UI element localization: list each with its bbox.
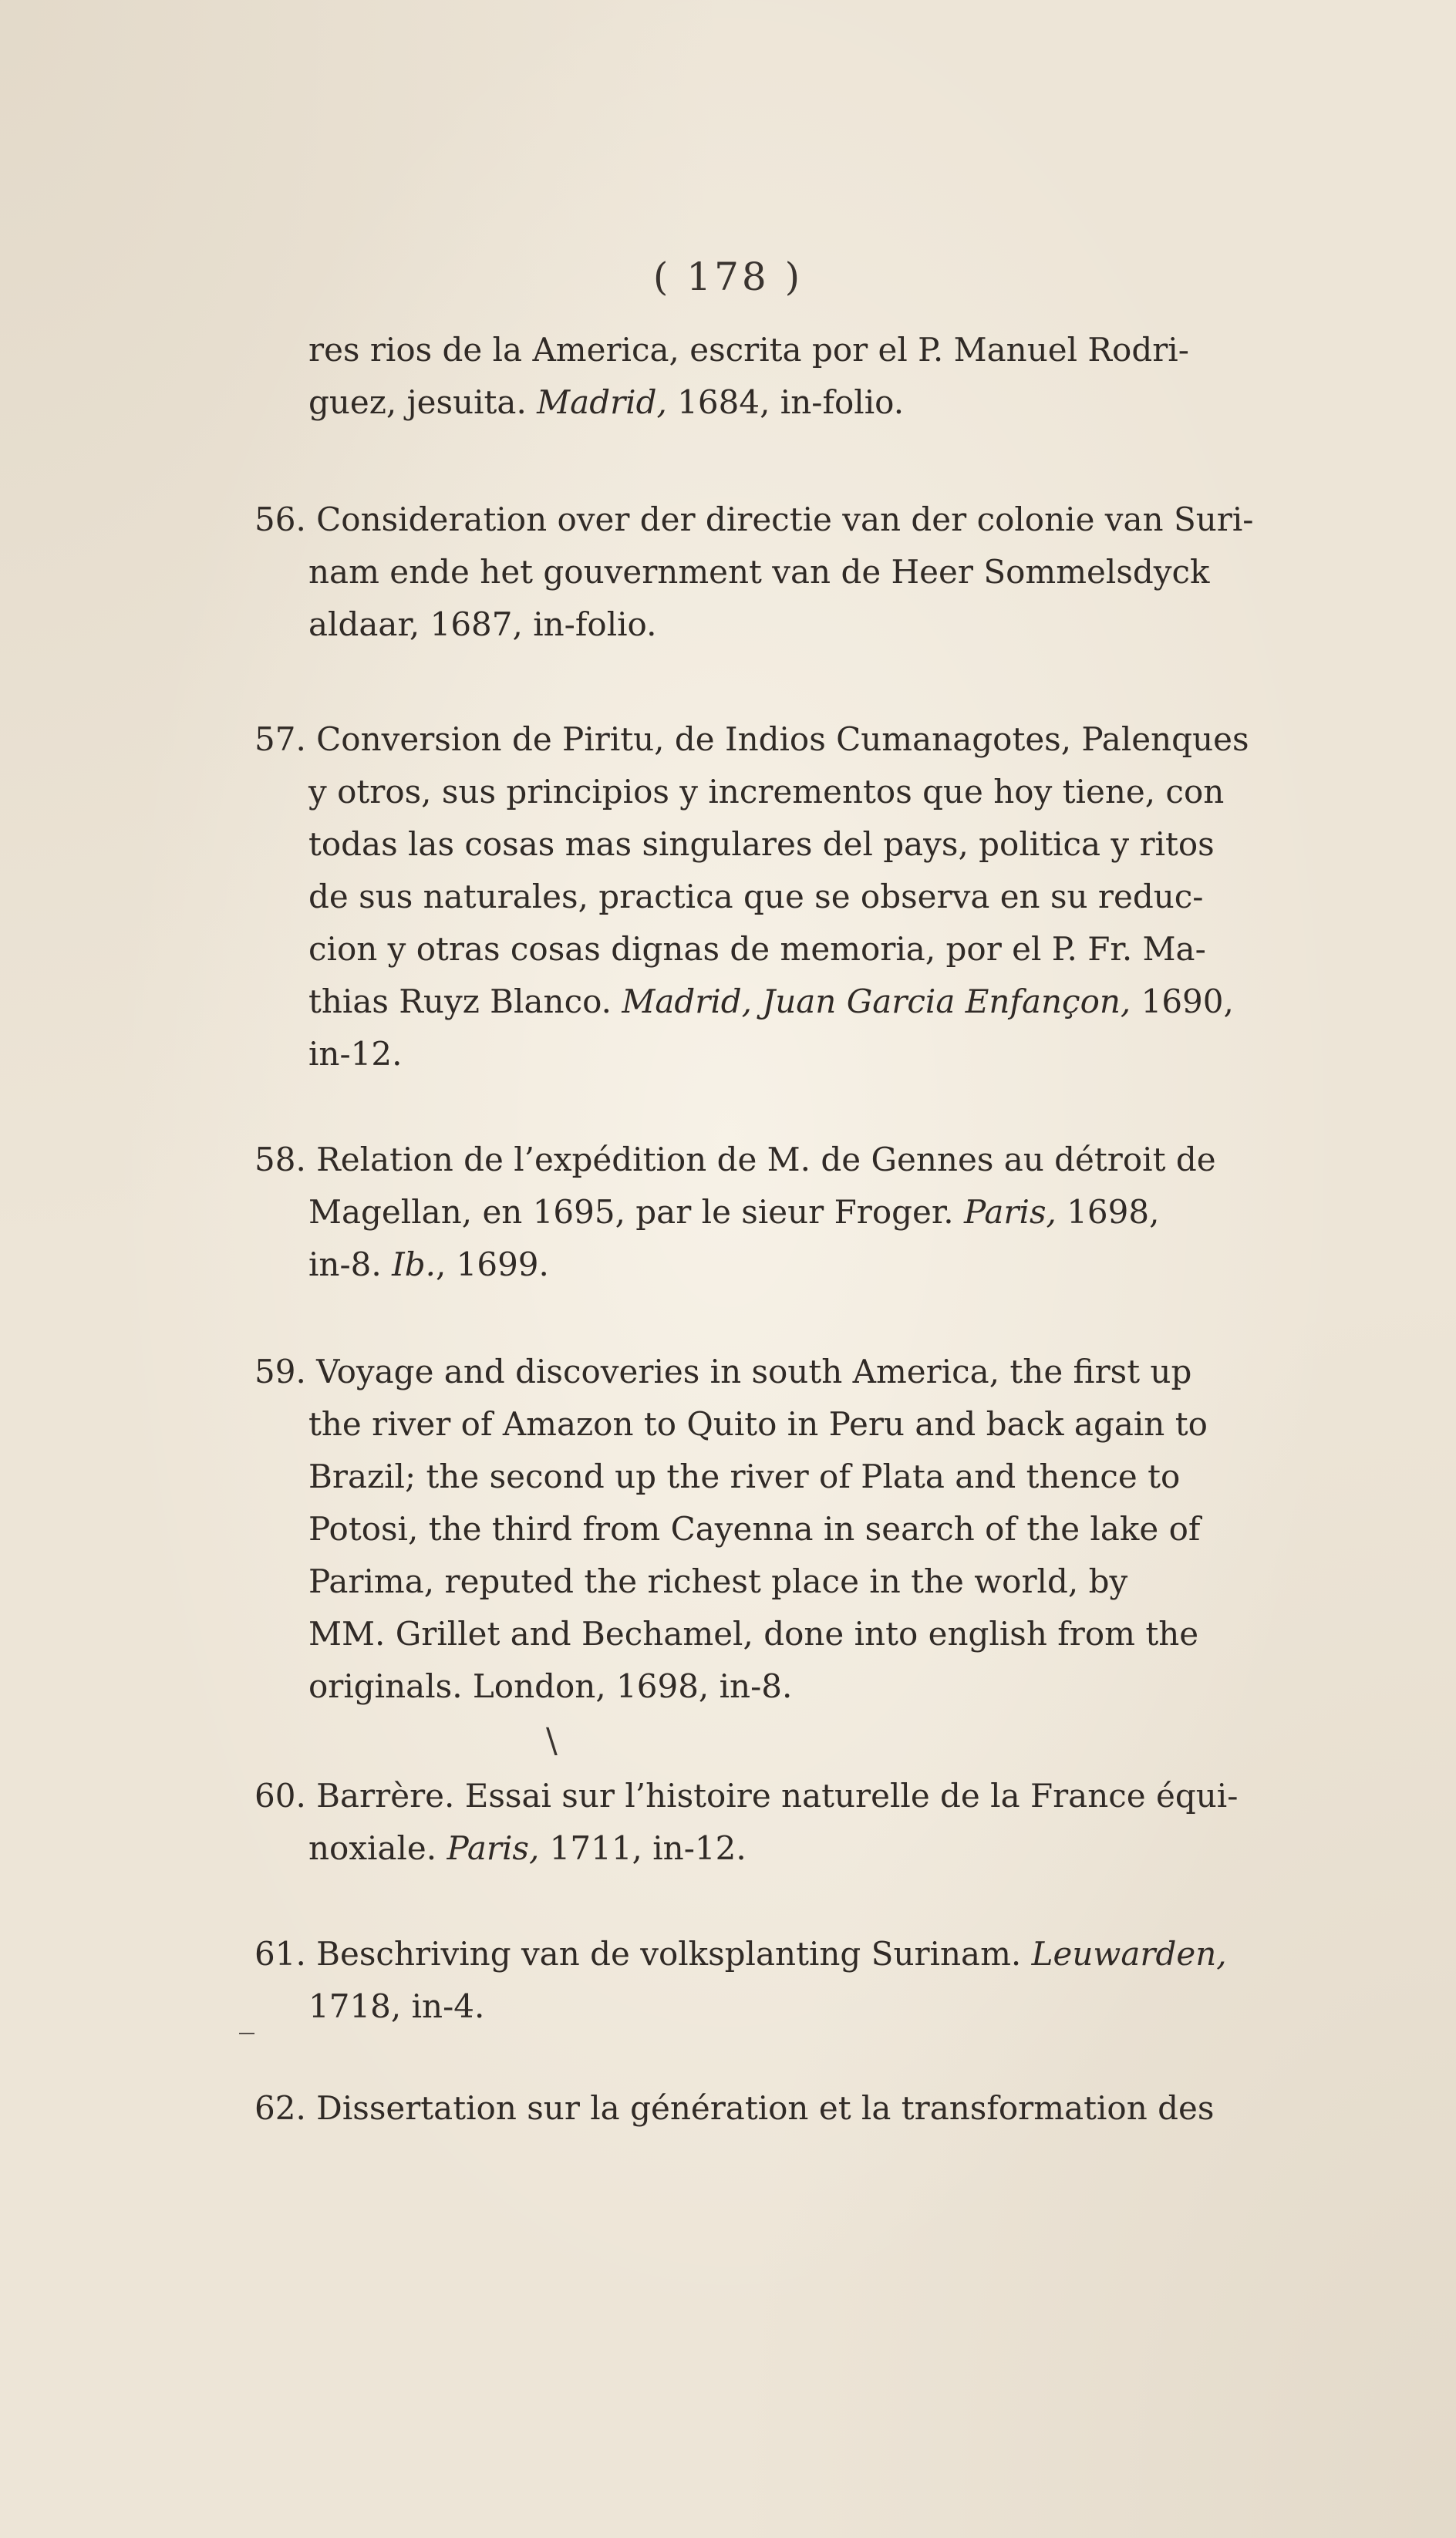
entry-number: 62. [254, 2089, 306, 2127]
entry-57 [254, 713, 1284, 1080]
entry-number: 61. [254, 1935, 306, 1973]
entry-line: 58. Relation de l’expédition de M. de Gennes au détroit de [254, 1134, 1284, 1186]
entry-line: nam ende het gouvernment van de Heer Sommelsdyck [308, 553, 1210, 591]
pencil-mark: \ [546, 1721, 558, 1761]
entry-number: 56. [254, 501, 306, 538]
entry-line: Parima, reputed the richest place in the world, by [308, 1562, 1128, 1600]
entry-line: 60. Barrère. Essai sur l’histoire naturelle de la France équi- [254, 1770, 1284, 1822]
entry-line: aldaar, 1687, in-folio. [308, 605, 657, 643]
entry-line: originals. London, 1698, in-8. [308, 1667, 793, 1705]
ibidem: Ib. [392, 1245, 436, 1283]
entry-62 [254, 2082, 1284, 2135]
entry-number: 59. [254, 1353, 306, 1390]
entry-line: the river of Amazon to Quito in Peru and back again to [308, 1405, 1208, 1443]
place-of-publication: Madrid, Juan Garcia Enfançon, [622, 983, 1131, 1020]
entry-line: thias Ruyz Blanco. Madrid, Juan Garcia Enfançon, 1690, [308, 983, 1234, 1020]
entry-56 [254, 494, 1284, 651]
place-of-publication: Paris, [964, 1193, 1057, 1231]
entry-line: MM. Grillet and Bechamel, done into english from the [308, 1615, 1199, 1653]
entry-number: 57. [254, 720, 306, 758]
entry-line: 61. Beschriving van de volksplanting Surinam. Leuwarden, [254, 1928, 1284, 1980]
entry-line: cion y otras cosas dignas de memoria, por el P. Fr. Ma- [308, 930, 1206, 968]
place-of-publication: Leuwarden, [1031, 1935, 1227, 1973]
entry-line: in-12. [308, 1035, 403, 1073]
entry-line: y otros, sus principios y incrementos que hoy tiene, con [308, 773, 1225, 811]
entry-58 [254, 1134, 1284, 1291]
page-number: ( 178 ) [652, 254, 804, 299]
entry-line: 59. Voyage and discoveries in south America, the first up [254, 1346, 1284, 1398]
entry-line: in-8. Ib., 1699. [308, 1245, 549, 1283]
entry-line: guez, jesuita. Madrid, 1684, in-folio. [308, 383, 905, 421]
entry-55-continuation [254, 324, 1284, 429]
entry-line: todas las cosas mas singulares del pays, politica y ritos [308, 825, 1215, 863]
place-of-publication: Paris, [447, 1829, 540, 1867]
entry-line: noxiale. Paris, 1711, in-12. [308, 1829, 747, 1867]
entry-line: de sus naturales, practica que se observa en su reduc- [308, 878, 1204, 915]
entry-line: 57. Conversion de Piritu, de Indios Cumanagotes, Palenques [254, 713, 1284, 766]
place-of-publication: Madrid, [537, 383, 667, 421]
entry-line: res rios de la America, escrita por el P. Manuel Rodri- [308, 331, 1189, 369]
entry-line: 56. Consideration over der directie van der colonie van Suri- [254, 494, 1284, 546]
entry-number: 58. [254, 1141, 306, 1178]
entry-61 [254, 1928, 1284, 2033]
entry-line: Magellan, en 1695, par le sieur Froger. Paris, 1698, [308, 1193, 1160, 1231]
entry-number: 60. [254, 1777, 306, 1815]
entry-59 [254, 1346, 1284, 1713]
entry-line: Potosi, the third from Cayenna in search of the lake of [308, 1510, 1201, 1548]
entry-60 [254, 1770, 1284, 1875]
entry-line: 62. Dissertation sur la génération et la transformation des [254, 2082, 1284, 2135]
margin-dash: _ [239, 1999, 254, 2034]
entry-line: 1718, in-4. [308, 1987, 485, 2025]
entry-line: Brazil; the second up the river of Plata and thence to [308, 1458, 1181, 1495]
